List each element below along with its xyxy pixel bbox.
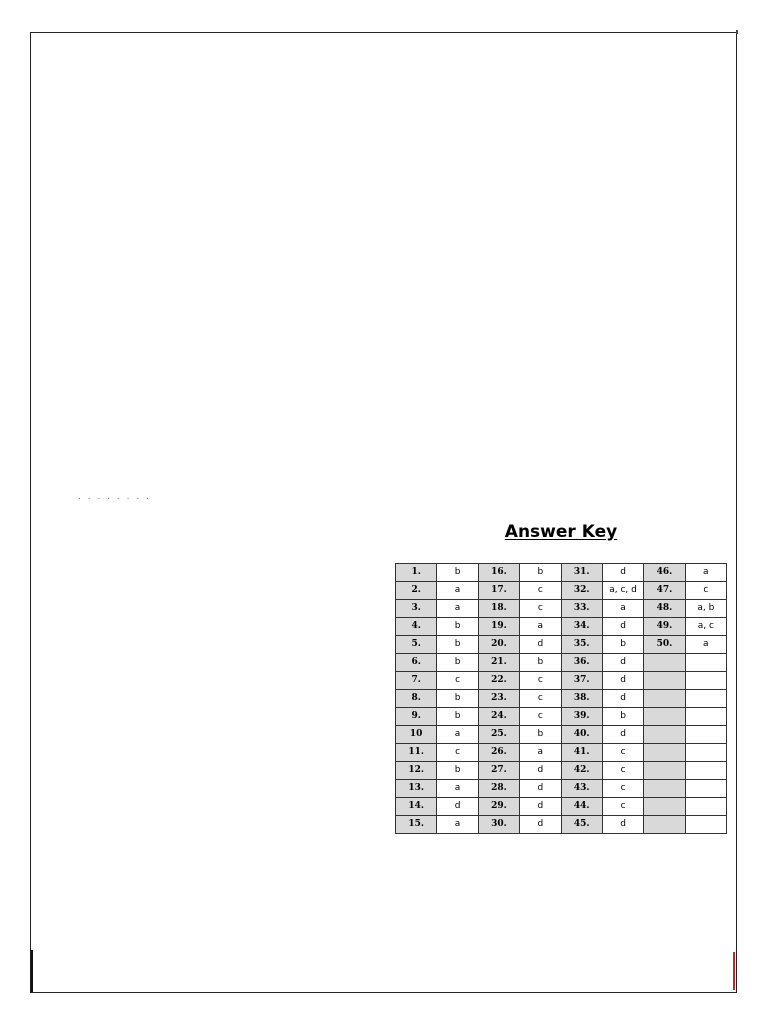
table-row	[396, 600, 727, 618]
question-number: 11.	[396, 744, 437, 762]
question-number: 36.	[561, 654, 602, 672]
answer-value	[685, 654, 726, 672]
answer-value: a	[602, 600, 643, 618]
question-number: 10	[396, 726, 437, 744]
table-row	[396, 708, 727, 726]
answer-value: b	[602, 708, 643, 726]
page-border-mark	[733, 952, 735, 990]
answer-value: c	[602, 798, 643, 816]
question-number: 39.	[561, 708, 602, 726]
question-number: 50.	[644, 636, 685, 654]
answer-value: d	[602, 690, 643, 708]
question-number: 34.	[561, 618, 602, 636]
question-number	[644, 762, 685, 780]
answer-value	[685, 762, 726, 780]
question-number: 2.	[396, 582, 437, 600]
question-number: 35.	[561, 636, 602, 654]
question-number	[644, 654, 685, 672]
question-number: 14.	[396, 798, 437, 816]
question-number: 29.	[478, 798, 519, 816]
answer-key-body	[396, 564, 727, 834]
answer-value: a	[437, 600, 478, 618]
question-number: 28.	[478, 780, 519, 798]
table-row	[396, 654, 727, 672]
answer-value	[685, 744, 726, 762]
question-number: 47.	[644, 582, 685, 600]
answer-value	[685, 816, 726, 834]
answer-key-title: Answer Key	[504, 522, 618, 542]
question-number: 26.	[478, 744, 519, 762]
answer-value: c	[602, 744, 643, 762]
question-number: 12.	[396, 762, 437, 780]
question-number: 38.	[561, 690, 602, 708]
question-number: 13.	[396, 780, 437, 798]
answer-value: a, c, d	[602, 582, 643, 600]
question-number	[644, 726, 685, 744]
question-number: 33.	[561, 600, 602, 618]
answer-value: c	[520, 600, 561, 618]
question-number: 22.	[478, 672, 519, 690]
table-row	[396, 744, 727, 762]
answer-value: d	[520, 780, 561, 798]
answer-value: b	[437, 708, 478, 726]
answer-value: d	[520, 816, 561, 834]
question-number	[644, 672, 685, 690]
answer-value: c	[520, 672, 561, 690]
answer-value: b	[520, 654, 561, 672]
table-row	[396, 618, 727, 636]
question-number: 15.	[396, 816, 437, 834]
answer-value: d	[520, 798, 561, 816]
question-number	[644, 798, 685, 816]
question-number: 18.	[478, 600, 519, 618]
question-number: 44.	[561, 798, 602, 816]
question-number: 41.	[561, 744, 602, 762]
table-row	[396, 762, 727, 780]
answer-value: b	[602, 636, 643, 654]
question-number: 3.	[396, 600, 437, 618]
question-number: 42.	[561, 762, 602, 780]
answer-key-table	[395, 563, 727, 834]
answer-value: b	[437, 654, 478, 672]
question-number: 40.	[561, 726, 602, 744]
question-number: 4.	[396, 618, 437, 636]
table-row	[396, 672, 727, 690]
question-number: 17.	[478, 582, 519, 600]
answer-value: d	[602, 672, 643, 690]
question-number	[644, 816, 685, 834]
question-number: 8.	[396, 690, 437, 708]
answer-value	[685, 690, 726, 708]
question-number	[644, 780, 685, 798]
question-number: 5.	[396, 636, 437, 654]
question-number: 31.	[561, 564, 602, 582]
answer-value: d	[602, 564, 643, 582]
answer-value: d	[602, 654, 643, 672]
answer-value: b	[437, 618, 478, 636]
question-number: 32.	[561, 582, 602, 600]
question-number: 1.	[396, 564, 437, 582]
question-number: 23.	[478, 690, 519, 708]
question-number: 37.	[561, 672, 602, 690]
answer-value: c	[602, 762, 643, 780]
answer-value: c	[685, 582, 726, 600]
question-number	[644, 708, 685, 726]
question-number: 25.	[478, 726, 519, 744]
answer-value	[685, 726, 726, 744]
question-number: 21.	[478, 654, 519, 672]
answer-value: c	[520, 582, 561, 600]
answer-value: a	[437, 816, 478, 834]
table-row	[396, 564, 727, 582]
answer-value	[685, 708, 726, 726]
dotted-leader: . . . . . . . .	[78, 492, 151, 502]
answer-value: a	[520, 744, 561, 762]
question-number: 43.	[561, 780, 602, 798]
answer-value	[685, 798, 726, 816]
answer-value: a	[437, 780, 478, 798]
answer-value: a	[685, 564, 726, 582]
answer-value	[685, 672, 726, 690]
question-number: 9.	[396, 708, 437, 726]
question-number	[644, 744, 685, 762]
answer-value: d	[602, 618, 643, 636]
answer-value: b	[437, 636, 478, 654]
answer-value: b	[520, 726, 561, 744]
answer-value: a	[685, 636, 726, 654]
answer-value: d	[520, 636, 561, 654]
answer-value: d	[437, 798, 478, 816]
question-number: 24.	[478, 708, 519, 726]
answer-value: d	[520, 762, 561, 780]
table-row	[396, 780, 727, 798]
answer-value: b	[437, 564, 478, 582]
table-row	[396, 798, 727, 816]
question-number: 20.	[478, 636, 519, 654]
table-row	[396, 690, 727, 708]
table-row	[396, 582, 727, 600]
table-row	[396, 636, 727, 654]
question-number: 6.	[396, 654, 437, 672]
answer-value: c	[602, 780, 643, 798]
answer-value: a	[437, 726, 478, 744]
answer-value: a	[520, 618, 561, 636]
question-number: 16.	[478, 564, 519, 582]
page-border-corner	[736, 30, 738, 34]
answer-value: c	[520, 690, 561, 708]
question-number: 30.	[478, 816, 519, 834]
question-number: 46.	[644, 564, 685, 582]
question-number: 45.	[561, 816, 602, 834]
question-number: 19.	[478, 618, 519, 636]
question-number: 48.	[644, 600, 685, 618]
question-number: 27.	[478, 762, 519, 780]
answer-value: d	[602, 816, 643, 834]
answer-value: c	[520, 708, 561, 726]
answer-value: c	[437, 672, 478, 690]
answer-value	[685, 780, 726, 798]
page-border	[30, 32, 737, 993]
table-row	[396, 726, 727, 744]
table-row	[396, 816, 727, 834]
question-number: 49.	[644, 618, 685, 636]
answer-value: c	[437, 744, 478, 762]
answer-value: b	[437, 762, 478, 780]
answer-value: b	[437, 690, 478, 708]
answer-value: d	[602, 726, 643, 744]
question-number	[644, 690, 685, 708]
question-number: 7.	[396, 672, 437, 690]
answer-value: a, b	[685, 600, 726, 618]
answer-value: a	[437, 582, 478, 600]
answer-value: a, c	[685, 618, 726, 636]
answer-value: b	[520, 564, 561, 582]
